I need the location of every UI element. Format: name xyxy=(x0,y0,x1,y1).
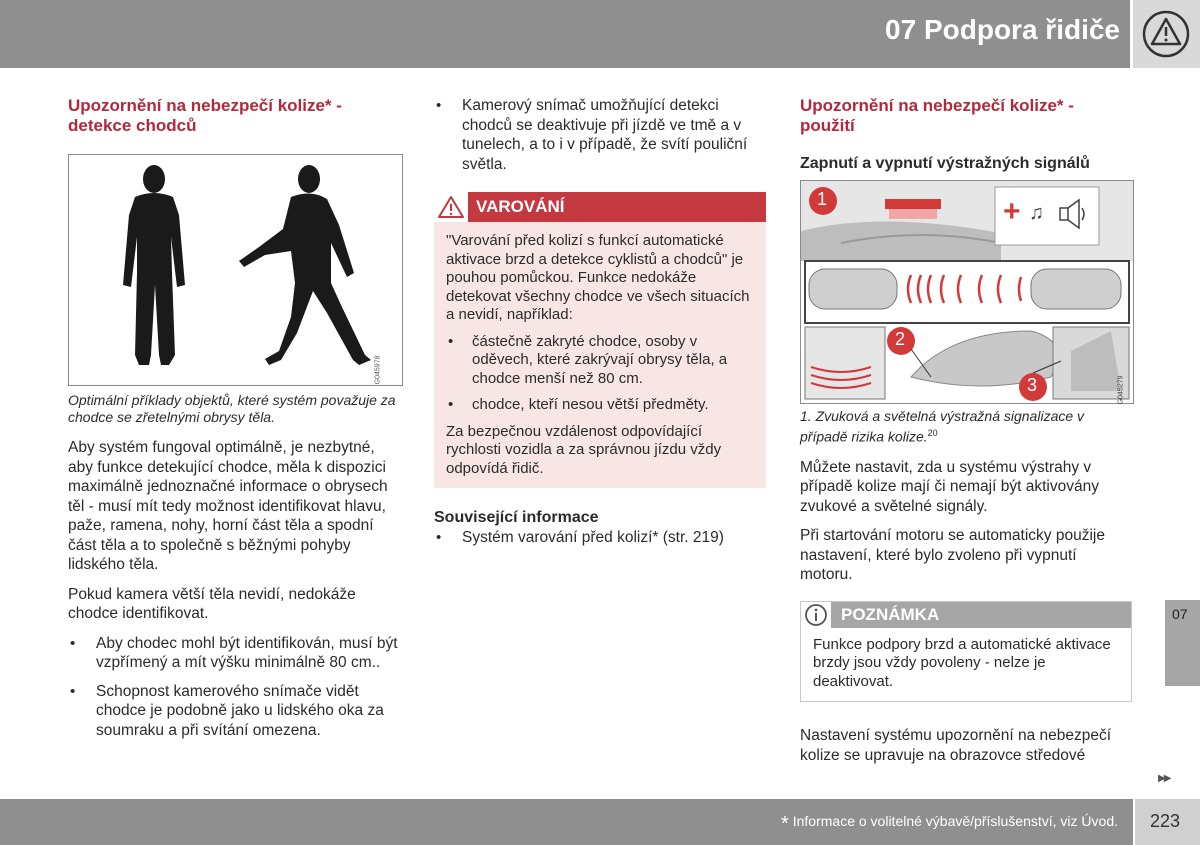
column-3 xyxy=(800,96,1132,775)
footnote-ref: 20 xyxy=(927,428,938,438)
music-note-icon: ♫ xyxy=(1029,202,1044,224)
page-number-box xyxy=(1135,799,1200,845)
list-item: • částečně zakryté chodce, osoby v oděvech, které zakrývají obrysy těla, a chodce menší než 80 cm. xyxy=(446,333,754,389)
paragraph: Můžete nastavit, zda u systému výstrahy v případě kolize mají či nemají být aktivovány zvukové a světelné signály. xyxy=(800,458,1099,515)
marker-2: 2 xyxy=(895,329,906,349)
info-icon xyxy=(801,602,831,628)
continue-arrow-icon: ▶▶ xyxy=(1158,773,1170,784)
warning-header xyxy=(434,192,766,222)
paragraph: Aby systém fungoval optimálně, je nezbytné, aby funkce detekující chodce, měla k dispozici maximálně jednoznačné informace o obrysech těl - musí mít tedy možnost identifikovat hlavu, paže, ramena, nohy, horní část těla a spodní část těla a to společně s běžnými pohyby lidského těla. xyxy=(68,439,388,573)
related-info-heading: Související informace xyxy=(434,509,599,526)
figure-code: G045978 xyxy=(374,355,382,384)
paragraph: Při startování motoru se automaticky použije nastavení, které bylo zvoleno při vypnutí motoru. xyxy=(800,527,1105,584)
note-box xyxy=(800,601,1132,703)
list-item: • Kamerový snímač umožňující detekci chodců se deaktivuje při jízdě ve tmě a v tunelech, a to i v případě, že svítí pouliční světla. xyxy=(434,96,766,174)
note-header xyxy=(801,602,1131,628)
column-2 xyxy=(434,96,766,558)
paragraph: Pokud kamera větší těla nevidí, nedokáže chodce identifikovat. xyxy=(68,585,356,622)
figure-code: G045279 xyxy=(1117,375,1125,404)
subheading-warning-signals: Zapnutí a vypnutí výstražných signálů xyxy=(800,155,1090,172)
note-body: Funkce podpory brzd a automatické aktivace brzdy jsou vždy povoleny - nelze je deaktivovat. xyxy=(813,635,1111,690)
chapter-side-tab[interactable] xyxy=(1165,600,1200,686)
related-info-link[interactable]: • Systém varování před kolizí* (str. 219) xyxy=(434,528,766,548)
chapter-tab-label: 07 xyxy=(1172,606,1188,622)
related-info-list xyxy=(434,528,766,548)
figure-caption xyxy=(800,408,1132,446)
page-number: 223 xyxy=(1150,811,1181,831)
section-heading-pedestrian-detection: Upozornění na nebezpečí kolize* - detekce chodců xyxy=(68,96,342,135)
warning-bullet-list xyxy=(446,333,754,415)
footer-note xyxy=(781,813,1118,836)
column-1 xyxy=(68,96,403,750)
plus-icon: + xyxy=(1003,195,1021,228)
footnote-star: * xyxy=(780,813,789,835)
warning-title: VAROVÁNÍ xyxy=(476,197,565,216)
marker-3: 3 xyxy=(1027,375,1038,395)
figure-caption-text: 1. Zvuková a světelná výstražná signalizace v případě rizika kolize. xyxy=(800,408,1085,445)
footer-note-text: Informace o volitelné výbavě/příslušenství, viz Úvod. xyxy=(792,813,1118,829)
warning-body xyxy=(434,222,766,478)
warning-box xyxy=(434,192,766,488)
pedestrian-figure xyxy=(68,154,403,386)
warning-triangle-icon xyxy=(434,192,468,222)
section-heading-usage: Upozornění na nebezpečí kolize* - použití xyxy=(800,96,1074,135)
list-item: • chodce, kteří nesou větší předměty. xyxy=(446,396,754,415)
list-item: • Schopnost kamerového snímače vidět chodce je podobně jako u lidského oka za soumraku a při svítání omezena. xyxy=(68,682,403,741)
note-title: POZNÁMKA xyxy=(841,604,940,624)
list-item: • Aby chodec mohl být identifikován, musí být vzpřímený a mít výšku minimálně 80 cm.. xyxy=(68,634,403,673)
warning-signal-figure xyxy=(800,180,1134,404)
warning-text: "Varování před kolizí s funkcí automatické aktivace brzd a detekce cyklistů a chodců" je pouhou pomůckou. Funkce nedokáže detekovat všechny chodce ve všech situacích a nevidí, například: xyxy=(446,232,750,323)
warning-footer-text: Za bezpečnou vzdálenost odpovídající rychlosti vozidla a za správnou jízdu vždy odpovídá řidič. xyxy=(446,422,722,477)
marker-1: 1 xyxy=(817,189,828,209)
bullet-list xyxy=(68,634,403,741)
warning-triangle-icon xyxy=(1133,0,1200,68)
chapter-title: 07 Podpora řidiče xyxy=(885,14,1120,45)
bullet-list xyxy=(434,96,766,174)
pedestrian-silhouettes-illustration xyxy=(69,155,402,385)
paragraph: Nastavení systému upozornění na nebezpečí kolize se upravuje na obrazovce středové xyxy=(800,727,1112,764)
figure-caption: Optimální příklady objektů, které systém považuje za chodce se zřetelnými obrysy těla. xyxy=(68,392,396,425)
speaker-icon xyxy=(1057,197,1089,231)
